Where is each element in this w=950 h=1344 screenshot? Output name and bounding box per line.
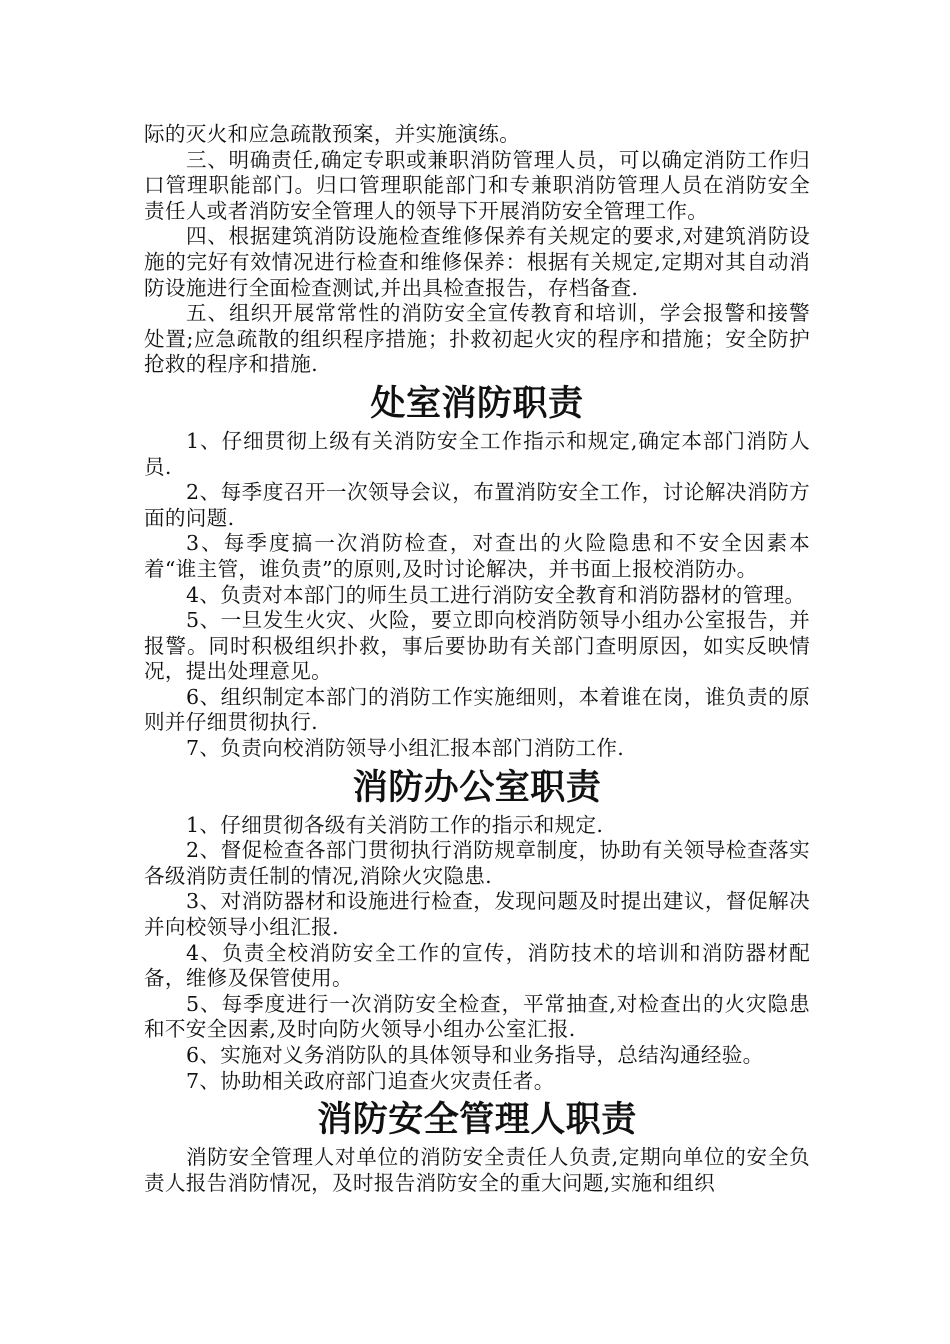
paragraph: 四、根据建筑消防设施检查维修保养有关规定的要求,对建筑消防设施的完好有效情况进行检查和维修保养：根据有关规定,定期对其自动消防设施进行全面检查测试,并出具检查报告，存档备查.	[144, 224, 810, 300]
paragraph: 五、组织开展常常性的消防安全宣传教育和培训，学会报警和接警处置;应急疏散的组织程序措施；扑救初起火灾的程序和措施；安全防护抢救的程序和措施.	[144, 301, 810, 377]
paragraph: 5、每季度进行一次消防安全检查，平常抽查,对检查出的火灾隐患和不安全因素,及时向防火领导小组办公室汇报.	[144, 991, 810, 1042]
section-heading: 处室消防职责	[370, 383, 584, 424]
paragraph: 1、仔细贯彻各级有关消防工作的指示和规定.	[186, 812, 604, 837]
paragraph: 三、明确责任,确定专职或兼职消防管理人员，可以确定消防工作归口管理职能部门。归口管理职能部门和专兼职消防管理人员在消防安全责任人或者消防安全管理人的领导下开展消防安全管理工作。	[144, 147, 810, 223]
paragraph: 6、实施对义务消防队的具体领导和业务指导，总结沟通经验。	[186, 1043, 764, 1067]
paragraph: 际的灭火和应急疏散预案，并实施演练。	[144, 122, 521, 146]
paragraph: 4、负责对本部门的师生员工进行消防安全教育和消防器材的管理。	[186, 582, 806, 607]
paragraph: 3、对消防器材和设施进行检查，发现问题及时提出建议，督促解决并向校领导小组汇报.	[144, 889, 810, 940]
paragraph: 1、仔细贯彻上级有关消防安全工作指示和规定,确定本部门消防人员.	[144, 428, 810, 479]
section-heading: 消防办公室职责	[352, 767, 602, 808]
paragraph: 6、组织制定本部门的消防工作实施细则，本着谁在岗，谁负责的原则并仔细贯彻执行.	[144, 684, 810, 735]
paragraph: 2、每季度召开一次领导会议，布置消防安全工作，讨论解决消防方面的问题.	[144, 480, 810, 530]
paragraph: 7、协助相关政府部门追查火灾责任者。	[186, 1068, 555, 1093]
paragraph: 3、每季度搞一次消防检查，对查出的火险隐患和不安全因素本着“谁主管，谁负责”的原则,及时讨论解决，并书面上报校消防办。	[144, 531, 810, 581]
paragraph: 2、督促检查各部门贯彻执行消防规章制度，协助有关领导检查落实各级消防责任制的情况,消除火灾隐患.	[144, 838, 810, 888]
paragraph: 消防安全管理人对单位的消防安全责任人负责,定期向单位的安全负责人报告消防情况，及时报告消防安全的重大问题,实施和组织	[144, 1145, 810, 1195]
document-body	[144, 122, 810, 1196]
paragraph: 4、负责全校消防安全工作的宣传，消防技术的培训和消防器材配备，维修及保管使用。	[144, 940, 810, 991]
paragraph: 7、负责向校消防领导小组汇报本部门消防工作.	[186, 736, 625, 761]
section-heading: 消防安全管理人职责	[317, 1100, 637, 1141]
paragraph: 5、一旦发生火灾、火险，要立即向校消防领导小组办公室报告，并报警。同时积极组织扑救，事后要协助有关部门查明原因，如实反映情况，提出处理意见。	[144, 608, 810, 684]
